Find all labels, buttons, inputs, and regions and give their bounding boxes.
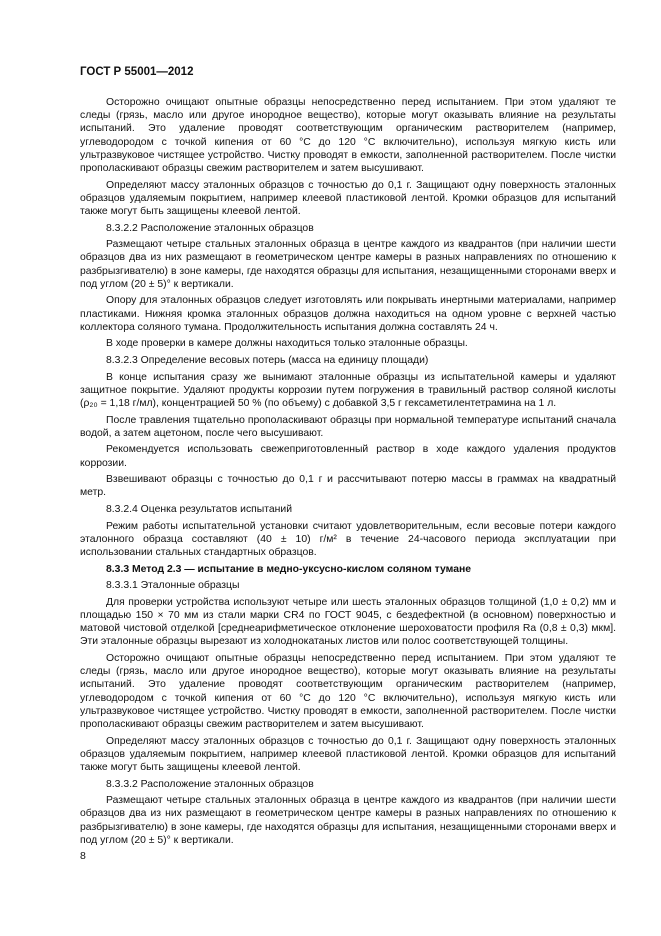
paragraph: Размещают четыре стальных эталонных образца в центре каждого из квадрантов (при наличии шести образцов два из них размещают в геометрическом центре камеры в разных направлениях по отношению к разбрызгивателю) в зоне камеры, где находятся образцы для испытания, незащищенными сторонами вверх и под углом (20 ± 5)° к вертикали. bbox=[80, 239, 616, 290]
paragraph: Опору для эталонных образцов следует изготовлять или покрывать инертными материалами, например пластиками. Нижняя кромка эталонных образцов должна находиться на одном уровне с верхней частью коллектора соляного тумана. Продолжительность испытания должна составлять 24 ч. bbox=[80, 295, 616, 333]
paragraph: Определяют массу эталонных образцов с точностью до 0,1 г. Защищают одну поверхность эталонных образцов удаляемым покрытием, например клеевой пластиковой лентой. Кромки образцов для испытаний также могут быть защищены клеевой лентой. bbox=[80, 179, 616, 218]
section-heading-bold: 8.3.3 Метод 2.3 — испытание в медно-уксусно-кислом соляном тумане bbox=[106, 563, 472, 575]
paragraph: Осторожно очищают опытные образцы непосредственно перед испытанием. При этом удаляют те следы (грязь, масло или другое инородное вещество), которые могут оказывать влияние на результаты испытаний. Это удаление проводят соответствующим органическим растворителем (например, углеводородом с точкой кипения от 60 °С до 120 °С включительно), используя мягкую кисть или ультразвуковое чистящее устройство. Чистку проводят в емкости, заполненной растворителем. После чистки прополаскивают образцы свежим растворителем и затем высушивают. bbox=[80, 652, 616, 730]
document-body bbox=[80, 96, 616, 850]
page-number: 8 bbox=[80, 850, 86, 862]
paragraph: Для проверки устройства используют четыре или шесть эталонных образцов толщиной (1,0 ± 0,2) мм и площадью 150 × 70 мм из стали марки CR4 по ГОСТ 9045, с бездефектной (в основном) поверхностью и матовой чистовой отделкой [среднеарифметическое отклонение шероховатости профиля Ra (0,8 ± 0,3) мкм]. Эти эталонные образцы вырезают из холоднокатаных листов или полос соответствующей толщины. bbox=[80, 596, 616, 648]
section-heading: 8.3.3.1 Эталонные образцы bbox=[106, 580, 240, 592]
section-heading: 8.3.2.2 Расположение эталонных образцов bbox=[106, 222, 314, 234]
paragraph: Определяют массу эталонных образцов с точностью до 0,1 г. Защищают одну поверхность эталонных образцов удаляемым покрытием, например клеевой пластиковой лентой. Кромки образцов для испытаний также могут быть защищены клеевой лентой. bbox=[80, 735, 616, 773]
paragraph: Рекомендуется использовать свежеприготовленный раствор в ходе каждого удаления продуктов коррозии. bbox=[80, 444, 616, 469]
paragraph: В ходе проверки в камере должны находиться только эталонные образцы. bbox=[106, 338, 468, 350]
section-heading: 8.3.2.3 Определение весовых потерь (масса на единицу площади) bbox=[106, 355, 429, 366]
paragraph: Осторожно очищают опытные образцы непосредственно перед испытанием. При этом удаляют те следы (грязь, масло или другое инородное вещество), которые могут оказывать влияние на результаты испытаний. Это удаление проводят соответствующим органическим растворителем (например, углеводородом с точкой кипения от 60 °С до 120 °С включительно), используя мягкую кисть или ультразвуковое чистящее устройство. Чистку проводят в емкости, заполненной растворителем. После чистки прополаскивают образцы свежим растворителем и затем высушивают. bbox=[80, 97, 616, 175]
section-heading: 8.3.3.2 Расположение эталонных образцов bbox=[106, 778, 314, 790]
paragraph: После травления тщательно прополаскивают образцы при нормальной температуре испытаний сначала водой, а затем ацетоном, после чего высушивают. bbox=[80, 414, 616, 439]
paragraph: Взвешивают образцы с точностью до 0,1 г и рассчитывают потерю массы в граммах на квадратный метр. bbox=[80, 474, 616, 499]
paragraph: Размещают четыре стальных эталонных образца в центре каждого из квадрантов (при наличии шести образцов два из них размещают в геометрическом центре камеры в разных направлениях по отношению к разбрызгивателю) в зоне камеры, где находятся образцы для испытания, незащищенными сторонами вверх и под углом (20 ± 5)° к вертикали. bbox=[80, 795, 616, 846]
paragraph: Режим работы испытательной установки считают удовлетворительным, если весовые потери каждого эталонного образца составляют (40 ± 10) г/м² в течение 24-часового периода эксплуатации при использовании стальных стандартных образцов. bbox=[80, 520, 616, 558]
section-heading: 8.3.2.4 Оценка результатов испытаний bbox=[106, 503, 293, 515]
document-header: ГОСТ Р 55001—2012 bbox=[80, 66, 194, 78]
paragraph: В конце испытания сразу же вынимают эталонные образцы из испытательной камеры и удаляют защитное покрытие. Удаляют продукты коррозии путем погружения в травильный раствор соляной кислоты (ρ₂₀ = 1,18 г/мл), концентрацией 50 % (по объему) с добавкой 3,5 г гексаметилентетрамина на 1 л. bbox=[80, 371, 616, 409]
